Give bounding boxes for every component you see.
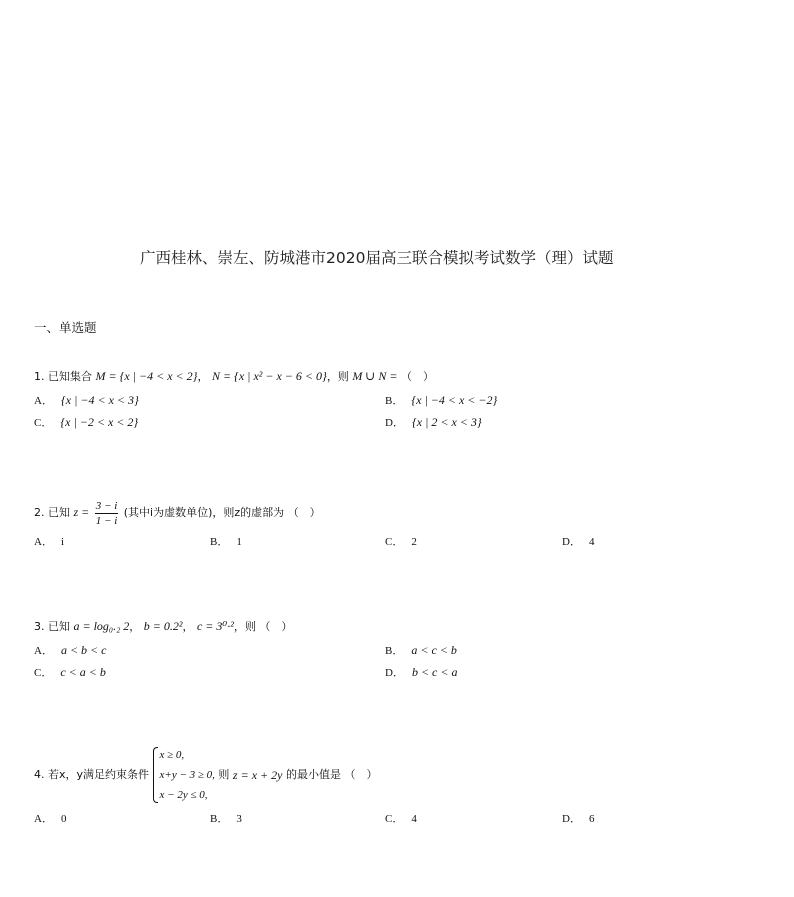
question-2-option-b[interactable] [210, 533, 242, 549]
question-3-stem [34, 618, 292, 635]
value-a: a = log₀.₂ 2 [73, 619, 130, 633]
question-4-tail: 的最小值是 [285, 768, 341, 781]
option-value: a < c < b [411, 643, 457, 657]
variable-z: z = [73, 505, 90, 519]
question-4-connector: 则 [218, 768, 230, 781]
constraint-line: x+y − 3 ≥ 0, [159, 769, 215, 781]
separator: ， [182, 620, 194, 633]
option-label: B． [210, 813, 229, 825]
answer-paren: （ ） [259, 620, 293, 633]
question-4-option-a[interactable] [34, 810, 66, 826]
option-value: {x | −4 < x < −2} [411, 393, 498, 407]
document-title: 广西桂林、崇左、防城港市2020届高三联合模拟考试数学（理）试题 [140, 249, 614, 267]
option-value: 1 [236, 536, 242, 548]
option-value: 2 [411, 536, 417, 548]
separator: ，则 [233, 620, 256, 633]
question-3-number: 3. 已知 [34, 620, 70, 633]
question-2-note: (其中i为虚数单位)，则z的虚部为 [123, 506, 285, 519]
option-label: A． [34, 645, 53, 657]
option-label: C． [34, 417, 53, 429]
question-3-option-b[interactable] [385, 642, 457, 658]
option-label: D． [385, 417, 404, 429]
question-3-option-a[interactable] [34, 642, 106, 658]
set-m: M = {x | −4 < x < 2} [95, 369, 198, 383]
option-value: 4 [411, 813, 417, 825]
option-value: b < c < a [411, 665, 458, 679]
answer-paren: （ ） [287, 506, 321, 519]
question-4-option-b[interactable] [210, 810, 242, 826]
answer-paren: （ ） [344, 768, 378, 781]
option-label: C． [385, 813, 404, 825]
fraction-denominator: 1 − i [95, 514, 118, 527]
option-value: 3 [236, 813, 242, 825]
option-label: A． [34, 536, 53, 548]
question-2-stem [34, 497, 321, 528]
constraint-system [153, 745, 215, 805]
question-4-option-c[interactable] [385, 810, 417, 826]
separator: ， [197, 370, 209, 383]
question-2-number: 2. 已知 [34, 506, 70, 519]
option-value: i [60, 536, 65, 548]
option-value: a < b < c [60, 643, 107, 657]
option-label: C． [385, 536, 404, 548]
option-label: D． [562, 536, 581, 548]
answer-paren: （ ） [400, 370, 434, 383]
option-value: 6 [588, 813, 595, 825]
question-3-option-d[interactable] [385, 664, 457, 680]
value-b: b = 0.2² [143, 619, 183, 633]
option-label: A． [34, 395, 53, 407]
constraint-line: x ≥ 0, [159, 749, 185, 761]
option-value: {x | 2 < x < 3} [411, 415, 482, 429]
question-1-number: 1. 已知集合 [34, 370, 92, 383]
option-value: {x | −2 < x < 2} [60, 415, 139, 429]
option-label: D． [385, 667, 404, 679]
objective-function: z = x + 2y [232, 768, 283, 782]
question-1-option-b[interactable] [385, 392, 497, 408]
option-label: B． [385, 645, 404, 657]
question-4-number: 4. 若x，y满足约束条件 [34, 768, 150, 781]
option-value: 0 [60, 813, 67, 825]
set-n: N = {x | x² − x − 6 < 0} [211, 369, 327, 383]
option-label: C． [34, 667, 53, 679]
question-2-option-c[interactable] [385, 533, 417, 549]
separator: ，则 [326, 370, 349, 383]
option-label: A． [34, 813, 53, 825]
option-label: B． [210, 536, 229, 548]
option-value: 4 [588, 536, 595, 548]
value-c: c = 3⁰·² [196, 619, 234, 633]
question-4-option-d[interactable] [562, 810, 594, 826]
option-value: {x | −4 < x < 3} [60, 393, 139, 407]
option-label: D． [562, 813, 581, 825]
question-1-option-a[interactable] [34, 392, 139, 408]
option-label: B． [385, 395, 404, 407]
question-2-option-a[interactable] [34, 533, 64, 549]
option-value: c < a < b [60, 665, 106, 679]
left-brace-icon [153, 747, 158, 803]
question-4-stem [34, 745, 377, 805]
union-expression: M ∪ N = [352, 369, 398, 383]
constraint-line: x − 2y ≤ 0, [159, 789, 208, 801]
fraction-numerator: 3 − i [95, 499, 118, 512]
separator: ， [129, 620, 141, 633]
question-1-stem [34, 368, 434, 385]
question-3-option-c[interactable] [34, 664, 106, 680]
question-1-option-c[interactable] [34, 414, 138, 430]
question-2-option-d[interactable] [562, 533, 594, 549]
section-heading: 一、单选题 [34, 320, 97, 335]
question-1-option-d[interactable] [385, 414, 482, 430]
fraction [95, 499, 118, 528]
